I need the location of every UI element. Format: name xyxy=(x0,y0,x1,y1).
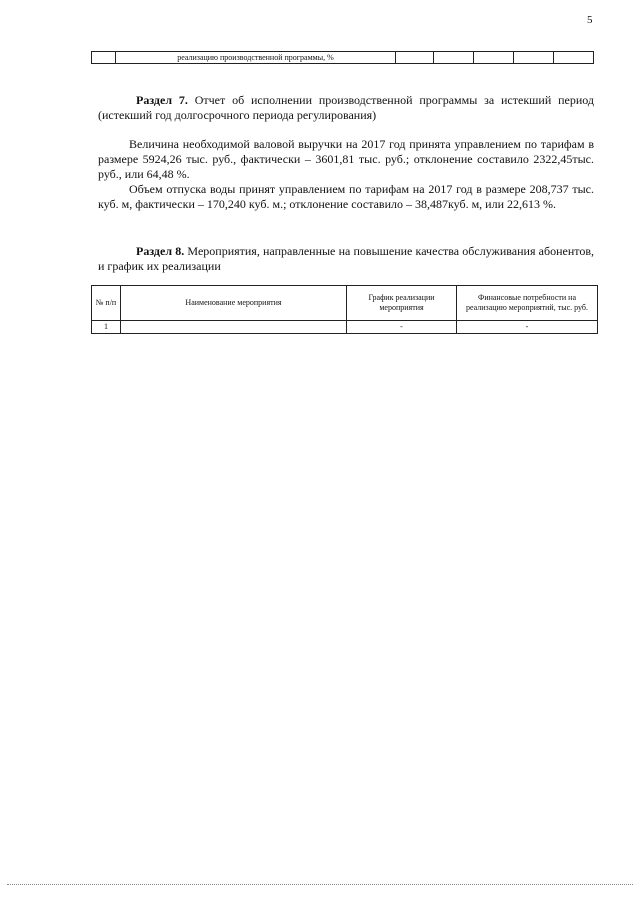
header-name: Наименование мероприятия xyxy=(121,286,347,321)
continuation-table xyxy=(91,51,594,64)
table-cell xyxy=(396,52,434,64)
table-cell xyxy=(474,52,514,64)
table-cell xyxy=(434,52,474,64)
header-num: № п/п xyxy=(92,286,121,321)
cell-name xyxy=(121,321,347,334)
section-7-heading xyxy=(98,93,594,123)
page-number: 5 xyxy=(587,14,593,26)
scan-edge-line xyxy=(7,884,633,885)
cell-num: 1 xyxy=(92,321,121,334)
header-schedule: График реализации мероприятия xyxy=(347,286,457,321)
section-7-title: Отчет об исполнении производственной программы за истекший период (истекший год долгосрочного периода регулирования) xyxy=(98,93,594,122)
water-volume-paragraph: Объем отпуска воды принят управлением по тарифам на 2017 год в размере 208,737 тыс. куб. м, фактически – 170,240 куб. м.; отклонение составило – 38,487куб. м, или 22,613 %. xyxy=(98,182,594,211)
section-8-label: Раздел 8. xyxy=(136,244,185,258)
table-cell xyxy=(514,52,554,64)
section-8 xyxy=(98,244,594,274)
cell-schedule: - xyxy=(347,321,457,334)
section-7-body xyxy=(98,137,594,212)
revenue-paragraph: Величина необходимой валовой выручки на 2017 год принята управлением по тарифам в размере 5924,26 тыс. руб., фактически – 3601,81 тыс. руб.; отклонение составило 2322,45тыс. руб., или 64,48 %. xyxy=(98,137,594,181)
section-7 xyxy=(98,93,594,123)
table-header-row xyxy=(92,286,598,321)
table-row xyxy=(92,52,594,64)
header-finance: Финансовые потребности на реализацию мероприятий, тыс. руб. xyxy=(457,286,598,321)
table-cell xyxy=(554,52,594,64)
row-label: реализацию производственной программы, % xyxy=(116,52,396,64)
section-8-title: Мероприятия, направленные на повышение качества обслуживания абонентов, и график их реализации xyxy=(98,244,594,273)
section-8-heading xyxy=(98,244,594,274)
table-row xyxy=(92,321,598,334)
table-cell xyxy=(92,52,116,64)
measures-table xyxy=(91,285,598,334)
section-7-label: Раздел 7. xyxy=(136,93,188,107)
cell-finance: - xyxy=(457,321,598,334)
